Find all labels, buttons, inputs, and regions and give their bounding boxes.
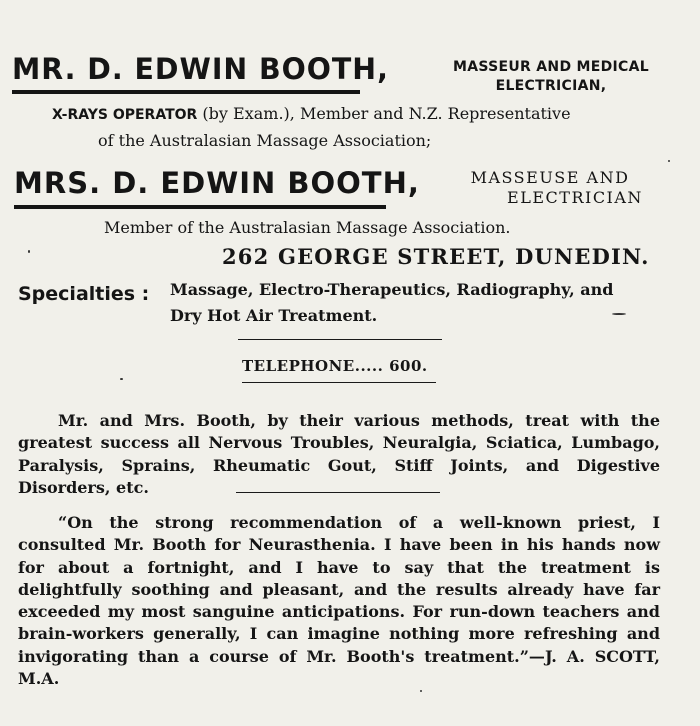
practitioner2-underline xyxy=(14,205,386,209)
services-description: Mr. and Mrs. Booth, by their various methods, treat with the greatest success all Nervous Troubles, Neuralgia, Sciatica, Lumbago, Paralysis, Sprains, Rheumatic Gout, Stiff Joints, and Digestive Disorders, etc. xyxy=(18,411,660,497)
print-speck xyxy=(612,313,626,315)
practitioner1-association: of the Australasian Massage Association; xyxy=(98,131,432,150)
practitioner2-name: MRS. D. EDWIN BOOTH, xyxy=(14,166,420,200)
practitioner1-underline xyxy=(12,90,360,94)
testimonial-body: “On the strong recommendation of a well-known priest, I consulted Mr. Booth for Neurasthenia. I have been in his hands now for about a fortnight, and I have to say that the treatment is delightfully soothing and pleasant, and the results already have far exceeded my most sanguine anticipations. For run-down teachers and brain-workers generally, I can imagine nothing more refreshing and invigorating than a course of Mr. Booth's treatment.”— xyxy=(18,513,660,666)
practitioner1-name: MR. D. EDWIN BOOTH, xyxy=(12,52,389,86)
practitioner1-title-line2: ELECTRICIAN, xyxy=(495,78,607,94)
practitioner2-title xyxy=(440,168,660,208)
practitioner2-title-line1: MASSEUSE AND xyxy=(470,168,630,187)
credentials-lead: X-RAYS OPERATOR xyxy=(52,107,198,123)
divider-top xyxy=(238,339,442,340)
testimonial xyxy=(18,512,660,690)
divider-bottom xyxy=(236,492,440,493)
credentials-rest: (by Exam.), Member and N.Z. Representative xyxy=(197,104,571,123)
print-speck xyxy=(420,690,422,692)
specialties-line2: Dry Hot Air Treatment. xyxy=(170,306,378,325)
telephone-line: TELEPHONE..... 600. xyxy=(242,357,428,375)
testimonial-author: J. A. SCOTT, M.A. xyxy=(18,646,660,689)
practitioner2-membership: Member of the Australasian Massage Association. xyxy=(104,218,511,237)
divider-middle xyxy=(242,382,436,383)
practitioner1-title-line1: MASSEUR AND MEDICAL xyxy=(453,59,649,75)
print-speck xyxy=(120,378,123,380)
specialties-label: Specialties : xyxy=(18,283,150,305)
print-speck xyxy=(28,250,30,253)
practitioner1-title xyxy=(436,58,666,96)
print-speck xyxy=(668,160,670,162)
business-address: 262 GEORGE STREET, DUNEDIN. xyxy=(222,244,650,269)
practitioner1-credentials xyxy=(52,104,571,123)
specialties-line1: Massage, Electro-Therapeutics, Radiography, and xyxy=(170,280,614,299)
practitioner2-title-line2: ELECTRICIAN xyxy=(507,188,643,207)
